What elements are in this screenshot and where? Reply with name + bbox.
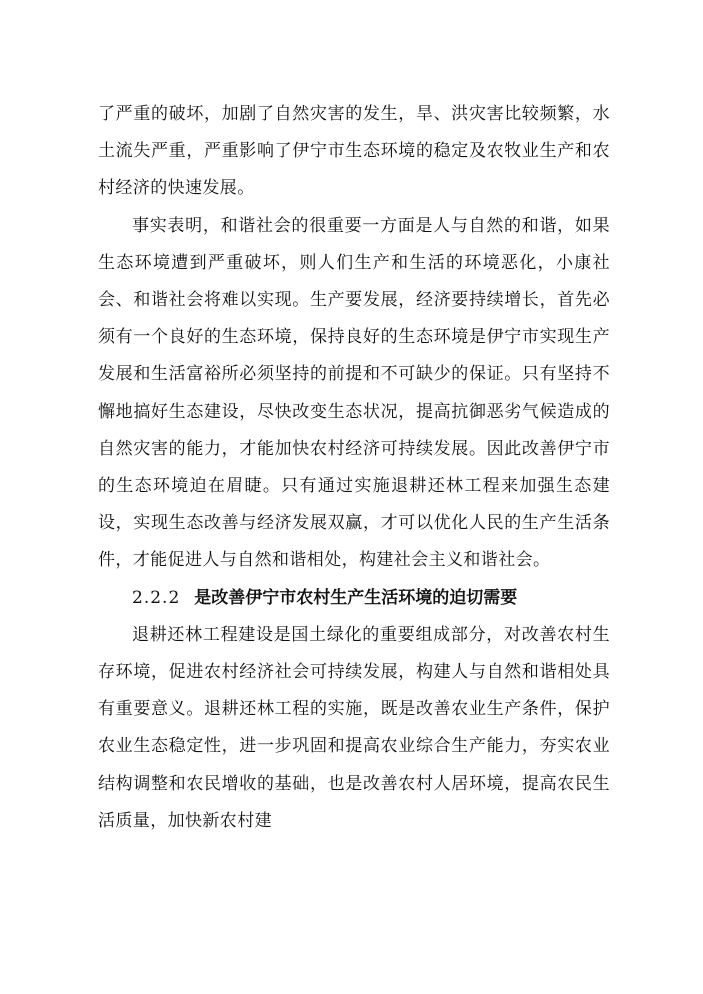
section-heading: [98, 580, 610, 617]
section-title: 是改善伊宁市农村生产生活环境的迫切需要: [194, 587, 518, 608]
document-page: [98, 96, 610, 840]
paragraph-1: 了严重的破坏，加剧了自然灾害的发生，旱、洪灾害比较频繁，水土流失严重，严重影响了伊宁市生态环境的稳定及农牧业生产和农村经济的快速发展。: [98, 104, 610, 199]
section-number: 2.2.2: [132, 587, 181, 608]
paragraph-3: 退耕还林工程建设是国土绿化的重要组成部分，对改善农村生存环境，促进农村经济社会可持续发展，构建人与自然和谐相处具有重要意义。退耕还林工程的实施，既是改善农业生产条件，保护农业生态稳定性，进一步巩固和提高农业综合生产能力，夯实农业结构调整和农民增收的基础，也是改善农村人居环境，提高农民生活质量，加快新农村建: [98, 624, 610, 831]
paragraph-2: 事实表明，和谐社会的很重要一方面是人与自然的和谐，如果生态环境遭到严重破坏，则人们生产和生活的环境恶化，小康社会、和谐社会将难以实现。生产要发展，经济要持续增长，首先必须有一个良好的生态环境，保持良好的生态环境是伊宁市实现生产发展和生活富裕所必须坚持的前提和不可缺少的保证。只有坚持不懈地搞好生态建设，尽快改变生态状况，提高抗御恶劣气候造成的自然灾害的能力，才能加快农村经济可持续发展。因此改善伊宁市的生态环境迫在眉睫。只有通过实施退耕还林工程来加强生态建设，实现生态改善与经济发展双赢，才可以优化人民的生产生活条件，才能促进人与自然和谐相处，构建社会主义和谐社会。: [98, 215, 610, 571]
